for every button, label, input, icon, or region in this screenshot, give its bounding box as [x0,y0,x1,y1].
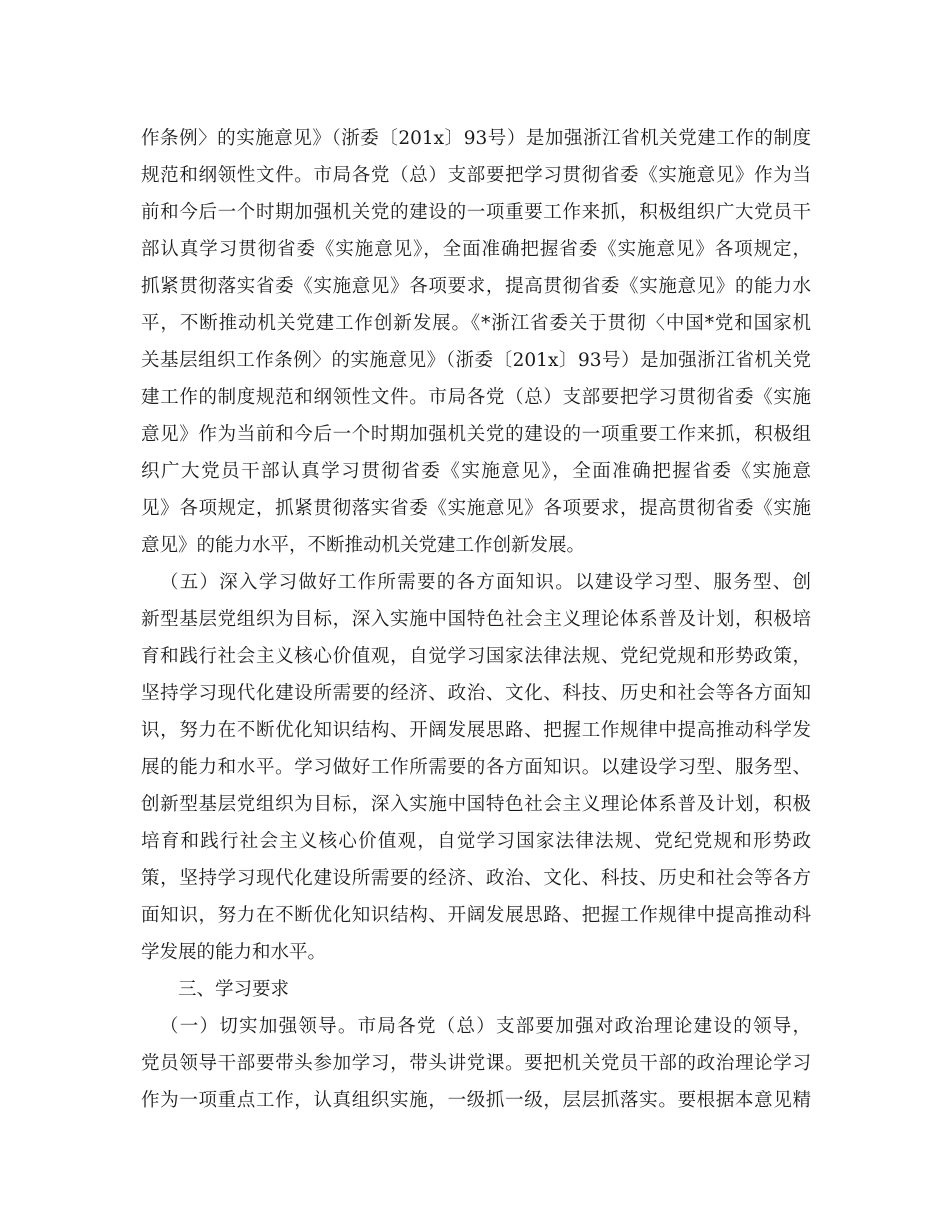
text-line: 育和践行社会主义核心价值观，自觉学习国家法律法规、党纪党规和形势政策， [141,646,811,667]
text-line: 创新型基层党组织为目标，深入实施中国特色社会主义理论体系普及计划，积极 [141,794,811,815]
text-line: 党员领导干部要带头参加学习，带头讲党课。要把机关党员干部的政治理论学习 [141,1053,811,1074]
text-line: 织广大党员干部认真学习贯彻省委《实施意见》，全面准确把握省委《实施意 [141,461,811,482]
text-line: 识，努力在不断优化知识结构、开阔发展思路、把握工作规律中提高推动科学发 [141,720,811,741]
text-line: 意见》的能力水平，不断推动机关党建工作创新发展。 [141,535,586,556]
text-line: 坚持学习现代化建设所需要的经济、政治、文化、科技、历史和社会等各方面知 [141,683,811,704]
text-line: 作条例〉的实施意见》（浙委〔201x〕93号）是加强浙江省机关党建工作的制度 [141,128,811,149]
text-line: 建工作的制度规范和纲领性文件。市局各党（总）支部要把学习贯彻省委《实施 [141,387,811,408]
text-line: 意见》作为当前和今后一个时期加强机关党的建设的一项重要工作来抓，积极组 [141,424,811,445]
text-line: 见》各项规定，抓紧贯彻落实省委《实施意见》各项要求，提高贯彻省委《实施 [141,498,811,519]
paragraph-first-line: （五）深入学习做好工作所需要的各方面知识。以建设学习型、服务型、创 [160,572,811,593]
text-line: 抓紧贯彻落实省委《实施意见》各项要求，提高贯彻省委《实施意见》的能力水 [141,276,811,297]
paragraph-first-line: （一）切实加强领导。市局各党（总）支部要加强对政治理论建设的领导， [160,1016,811,1037]
section-heading: 三、学习要求 [178,979,290,1000]
text-line: 策，坚持学习现代化建设所需要的经济、政治、文化、科技、历史和社会等各方 [141,868,811,889]
text-line: 规范和纲领性文件。市局各党（总）支部要把学习贯彻省委《实施意见》作为当 [141,165,811,186]
text-line: 关基层组织工作条例〉的实施意见》（浙委〔201x〕93号）是加强浙江省机关党 [141,350,811,371]
text-line: 平，不断推动机关党建工作创新发展。《*浙江省委关于贯彻〈中国*党和国家机 [141,313,811,334]
text-line: 部认真学习贯彻省委《实施意见》，全面准确把握省委《实施意见》各项规定， [141,239,811,260]
text-line: 前和今后一个时期加强机关党的建设的一项重要工作来抓，积极组织广大党员干 [141,202,811,223]
text-line: 学发展的能力和水平。 [141,942,327,963]
text-line: 展的能力和水平。学习做好工作所需要的各方面知识。以建设学习型、服务型、 [141,757,811,778]
text-line: 新型基层党组织为目标，深入实施中国特色社会主义理论体系普及计划，积极培 [141,609,811,630]
text-line: 培育和践行社会主义核心价值观，自觉学习国家法律法规、党纪党规和形势政 [141,831,811,852]
text-line: 作为一项重点工作，认真组织实施，一级抓一级，层层抓落实。要根据本意见精 [141,1090,811,1111]
text-line: 面知识，努力在不断优化知识结构、开阔发展思路、把握工作规律中提高推动科 [141,905,811,926]
